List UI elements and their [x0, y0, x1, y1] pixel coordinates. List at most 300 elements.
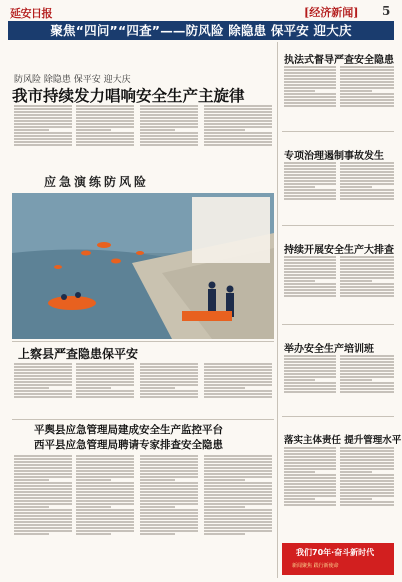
text-line: [76, 506, 111, 508]
text-line: [340, 162, 394, 164]
text-line: [284, 81, 336, 83]
text-line: [284, 84, 336, 86]
text-line: [204, 470, 272, 472]
text-line: [14, 464, 72, 466]
divider: [282, 131, 394, 132]
divider: [12, 419, 274, 420]
body-text-block: [14, 454, 72, 574]
text-line: [284, 259, 336, 261]
text-line: [140, 108, 198, 110]
text-line: [204, 497, 272, 499]
text-line: [76, 512, 134, 514]
text-line: [284, 474, 336, 476]
divider: [282, 416, 394, 417]
text-line: [140, 500, 198, 502]
text-line: [76, 488, 134, 490]
text-line: [204, 366, 272, 368]
text-line: [204, 527, 272, 529]
text-line: [140, 387, 175, 389]
text-line: [76, 524, 134, 526]
body-text-block: [140, 362, 198, 416]
text-line: [140, 390, 198, 392]
text-line: [76, 518, 134, 520]
text-line: [284, 265, 336, 267]
text-line: [140, 375, 198, 377]
text-line: [14, 506, 49, 508]
text-line: [76, 120, 134, 122]
text-line: [14, 393, 72, 395]
text-line: [76, 455, 134, 457]
text-line: [14, 390, 72, 392]
column-divider: [277, 42, 278, 578]
text-line: [284, 483, 336, 485]
right-head-1: 执法式督导严查安全隐患: [284, 55, 394, 66]
text-line: [140, 491, 198, 493]
text-line: [284, 268, 336, 270]
text-line: [284, 385, 336, 387]
text-line: [284, 90, 315, 92]
text-line: [340, 489, 394, 491]
text-line: [204, 378, 272, 380]
text-line: [204, 515, 272, 517]
text-line: [204, 479, 245, 481]
text-line: [340, 189, 394, 191]
text-line: [340, 105, 394, 107]
text-line: [284, 292, 336, 294]
text-line: [140, 132, 198, 134]
newspaper-name: 延安日报: [10, 7, 52, 20]
photo-title: 应急演练防风险: [44, 175, 150, 189]
text-line: [284, 186, 315, 188]
text-line: [14, 114, 72, 116]
body-text-block: [14, 104, 72, 168]
text-line: [140, 111, 198, 113]
text-line: [284, 373, 336, 375]
text-line: [14, 476, 72, 478]
text-line: [340, 171, 394, 173]
text-line: [14, 509, 72, 511]
text-line: [284, 72, 336, 74]
text-line: [140, 135, 198, 137]
text-line: [14, 366, 72, 368]
text-line: [204, 114, 272, 116]
text-line: [284, 168, 336, 170]
text-line: [340, 277, 394, 279]
text-line: [340, 78, 394, 80]
text-line: [284, 283, 336, 285]
text-line: [14, 485, 72, 487]
text-line: [140, 114, 198, 116]
text-line: [76, 509, 134, 511]
text-line: [14, 479, 49, 481]
text-line: [14, 111, 72, 113]
text-line: [340, 289, 394, 291]
topic-banner: 聚焦“四问”“四查”——防风险 除隐患 保平安 迎大庆: [8, 21, 394, 40]
text-line: [76, 129, 111, 131]
text-line: [340, 90, 372, 92]
text-line: [14, 518, 72, 520]
text-line: [340, 265, 394, 267]
text-line: [14, 129, 49, 131]
text-line: [140, 464, 198, 466]
text-line: [140, 506, 175, 508]
text-line: [340, 495, 394, 497]
text-line: [76, 470, 134, 472]
text-line: [76, 393, 134, 395]
text-line: [340, 355, 394, 357]
text-line: [76, 494, 134, 496]
text-line: [14, 117, 72, 119]
text-line: [140, 497, 198, 499]
text-line: [284, 447, 336, 449]
second-headline: 上察县严查隐患保平安: [18, 347, 139, 361]
text-line: [284, 277, 336, 279]
text-line: [204, 491, 272, 493]
text-line: [284, 486, 336, 488]
text-line: [14, 384, 72, 386]
text-line: [204, 117, 272, 119]
text-line: [340, 165, 394, 167]
text-line: [284, 165, 336, 167]
section-title: [经济新闻]: [304, 6, 359, 19]
text-line: [340, 192, 394, 194]
third-headline-1: 平舆县应急管理局建成安全生产监控平台: [34, 424, 223, 436]
text-line: [340, 459, 394, 461]
text-line: [340, 69, 394, 71]
text-line: [76, 372, 134, 374]
text-line: [140, 117, 198, 119]
text-line: [14, 396, 72, 398]
text-line: [340, 462, 394, 464]
text-line: [14, 521, 72, 523]
right-body: [340, 255, 394, 319]
text-line: [284, 376, 336, 378]
text-line: [14, 500, 72, 502]
text-line: [204, 372, 272, 374]
text-line: [340, 471, 372, 473]
text-line: [204, 381, 272, 383]
text-line: [140, 476, 198, 478]
right-head-4: 举办安全生产培训班: [284, 344, 374, 355]
text-line: [284, 180, 336, 182]
text-line: [340, 480, 394, 482]
text-line: [204, 132, 272, 134]
text-line: [204, 138, 272, 140]
text-line: [284, 391, 336, 393]
text-line: [204, 485, 272, 487]
text-line: [140, 509, 198, 511]
text-line: [204, 135, 272, 137]
text-line: [340, 96, 394, 98]
text-line: [284, 364, 336, 366]
text-line: [76, 515, 134, 517]
text-line: [76, 117, 134, 119]
text-line: [284, 471, 315, 473]
text-line: [140, 141, 198, 143]
text-line: [76, 375, 134, 377]
text-line: [14, 126, 72, 128]
text-line: [140, 144, 198, 146]
right-body: [340, 446, 394, 538]
text-line: [140, 366, 198, 368]
text-line: [140, 461, 198, 463]
text-line: [284, 465, 336, 467]
text-line: [340, 268, 394, 270]
text-line: [76, 485, 134, 487]
text-line: [340, 180, 394, 182]
text-line: [204, 512, 272, 514]
text-line: [204, 467, 272, 469]
text-line: [204, 482, 272, 484]
text-line: [340, 195, 394, 197]
text-line: [204, 126, 272, 128]
text-line: [204, 108, 272, 110]
text-line: [14, 458, 72, 460]
text-line: [340, 450, 394, 452]
text-line: [204, 363, 272, 365]
text-line: [14, 497, 72, 499]
text-line: [76, 464, 134, 466]
text-line: [204, 458, 272, 460]
text-line: [76, 491, 134, 493]
text-line: [340, 367, 394, 369]
text-line: [76, 144, 134, 146]
text-line: [340, 388, 394, 390]
right-head-2: 专项治理遏制事故发生: [284, 151, 384, 162]
text-line: [204, 509, 272, 511]
text-line: [14, 381, 72, 383]
promo-line-2: 新闻聚焦 践行新使命: [292, 563, 339, 569]
text-line: [284, 388, 336, 390]
text-line: [140, 527, 198, 529]
text-line: [340, 364, 394, 366]
text-line: [284, 462, 336, 464]
text-line: [14, 138, 72, 140]
text-line: [76, 366, 134, 368]
body-text-block: [76, 104, 134, 168]
text-line: [284, 498, 315, 500]
text-line: [14, 108, 72, 110]
text-line: [284, 105, 336, 107]
text-line: [140, 533, 175, 535]
text-line: [284, 189, 336, 191]
text-line: [76, 461, 134, 463]
right-body: [340, 354, 394, 412]
text-line: [284, 289, 336, 291]
text-line: [76, 381, 134, 383]
text-line: [14, 363, 72, 365]
text-line: [140, 126, 198, 128]
text-line: [76, 476, 134, 478]
text-line: [14, 375, 72, 377]
text-line: [140, 470, 198, 472]
text-line: [204, 521, 272, 523]
text-line: [284, 295, 336, 297]
text-line: [14, 527, 72, 529]
text-line: [340, 385, 394, 387]
text-line: [204, 375, 272, 377]
text-line: [14, 132, 72, 134]
text-line: [340, 280, 372, 282]
text-line: [14, 467, 72, 469]
text-line: [204, 141, 272, 143]
text-line: [340, 376, 394, 378]
text-line: [340, 483, 394, 485]
text-line: [140, 473, 198, 475]
text-line: [204, 387, 245, 389]
third-headline-2: 西平县应急管理局聘请专家排查安全隐患: [34, 439, 223, 451]
text-line: [140, 372, 198, 374]
body-text-block: [14, 362, 72, 416]
text-line: [204, 503, 272, 505]
text-line: [14, 135, 72, 137]
text-line: [204, 518, 272, 520]
text-line: [140, 120, 198, 122]
text-line: [204, 123, 272, 125]
text-line: [340, 501, 394, 503]
text-line: [76, 132, 134, 134]
text-line: [76, 521, 134, 523]
text-line: [340, 286, 394, 288]
text-line: [204, 476, 272, 478]
text-line: [340, 174, 394, 176]
text-line: [340, 477, 394, 479]
text-line: [76, 533, 111, 535]
text-line: [14, 470, 72, 472]
text-line: [284, 355, 336, 357]
text-line: [340, 456, 394, 458]
right-head-3: 持续开展安全生产大排查: [284, 245, 394, 256]
text-line: [140, 138, 198, 140]
text-line: [140, 518, 198, 520]
text-line: [284, 171, 336, 173]
text-line: [76, 114, 134, 116]
promo-banner: [282, 543, 394, 575]
text-line: [340, 262, 394, 264]
text-line: [284, 102, 336, 104]
text-line: [140, 494, 198, 496]
text-line: [140, 363, 198, 365]
text-line: [204, 396, 272, 398]
text-line: [140, 381, 198, 383]
text-line: [76, 135, 134, 137]
text-line: [76, 497, 134, 499]
promo-line-1: 我们70年·奋斗新时代: [296, 548, 375, 557]
text-line: [284, 192, 336, 194]
text-line: [204, 144, 272, 146]
text-line: [76, 473, 134, 475]
text-line: [140, 485, 198, 487]
text-line: [284, 477, 336, 479]
text-line: [204, 506, 245, 508]
text-line: [284, 501, 336, 503]
text-line: [284, 93, 336, 95]
text-line: [140, 530, 198, 532]
text-line: [14, 482, 72, 484]
text-line: [140, 515, 198, 517]
text-line: [76, 126, 134, 128]
page-number: 5: [382, 4, 391, 18]
text-line: [284, 195, 336, 197]
divider: [12, 341, 274, 342]
right-head-5: 落实主体责任 提升管理水平: [284, 435, 402, 446]
text-line: [284, 96, 336, 98]
text-line: [14, 369, 72, 371]
text-line: [284, 262, 336, 264]
text-line: [340, 447, 394, 449]
right-body: [284, 161, 336, 221]
text-line: [140, 396, 198, 398]
text-line: [140, 129, 175, 131]
text-line: [340, 370, 394, 372]
text-line: [204, 393, 272, 395]
divider: [282, 324, 394, 325]
text-line: [284, 504, 336, 506]
text-line: [340, 382, 394, 384]
text-line: [340, 283, 394, 285]
text-line: [340, 468, 394, 470]
text-line: [76, 105, 134, 107]
text-line: [284, 286, 336, 288]
text-line: [76, 500, 134, 502]
text-line: [76, 503, 134, 505]
text-line: [204, 455, 272, 457]
text-line: [204, 369, 272, 371]
text-line: [340, 93, 394, 95]
text-line: [284, 492, 336, 494]
text-line: [340, 81, 394, 83]
text-line: [140, 503, 198, 505]
text-line: [14, 473, 72, 475]
main-headline: 我市持续发力唱响安全生产主旋律: [12, 87, 245, 105]
text-line: [76, 530, 134, 532]
text-line: [76, 108, 134, 110]
text-line: [76, 387, 111, 389]
text-line: [14, 503, 72, 505]
text-line: [140, 512, 198, 514]
text-line: [14, 105, 72, 107]
text-line: [340, 198, 394, 200]
text-line: [284, 382, 336, 384]
text-line: [140, 458, 198, 460]
text-line: [340, 75, 394, 77]
text-line: [140, 123, 198, 125]
text-line: [284, 379, 315, 381]
text-line: [340, 256, 394, 258]
text-line: [340, 99, 394, 101]
text-line: [284, 480, 336, 482]
text-line: [14, 461, 72, 463]
text-line: [284, 99, 336, 101]
text-line: [340, 84, 394, 86]
text-line: [340, 504, 394, 506]
text-line: [340, 361, 394, 363]
text-line: [284, 453, 336, 455]
masthead: [8, 3, 394, 19]
text-line: [340, 391, 394, 393]
text-line: [76, 396, 134, 398]
text-line: [204, 384, 272, 386]
right-body: [284, 255, 336, 319]
text-line: [140, 393, 198, 395]
photo-caption: [193, 197, 255, 253]
text-line: [284, 256, 336, 258]
text-line: [284, 162, 336, 164]
text-line: [284, 177, 336, 179]
body-text-block: [204, 454, 272, 574]
text-line: [204, 530, 272, 532]
text-line: [284, 274, 336, 276]
